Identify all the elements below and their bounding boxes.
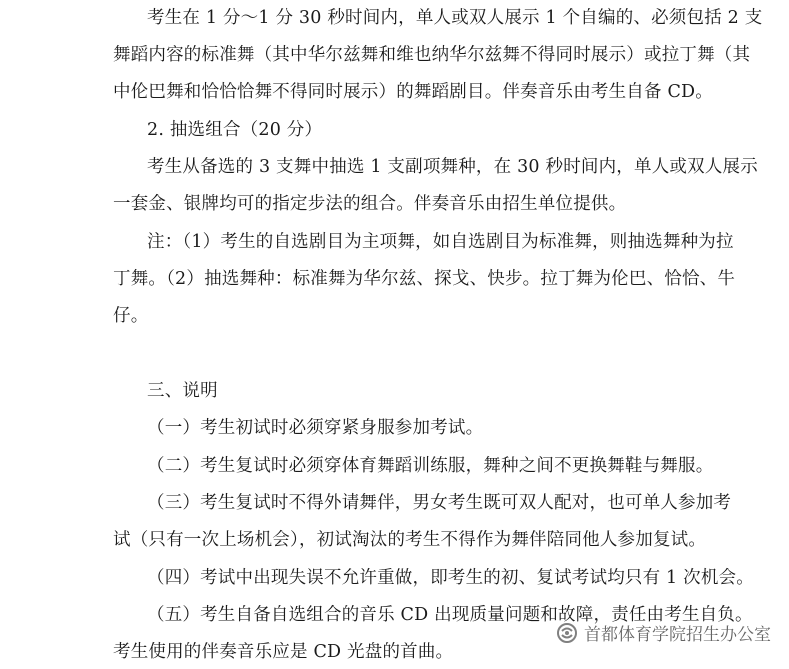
paragraph-line: 一套金、银牌均可的指定步法的组合。伴奏音乐由招生单位提供。: [113, 194, 627, 214]
watermark: [556, 620, 771, 645]
list-item: （二）考生复试时必须穿体育舞蹈训练服，舞种之间不更换舞鞋与舞服。: [147, 456, 714, 476]
paragraph-line: 考生在 1 分～1 分 30 秒时间内，单人或双人展示 1 个自编的、必须包括 2 支: [147, 8, 763, 28]
list-item: （一）考生初试时必须穿紧身服参加考试。: [147, 418, 484, 438]
paragraph-line: 考生从备选的 3 支舞中抽选 1 支副项舞种，在 30 秒时间内，单人或双人展示: [147, 157, 758, 177]
list-item: （五）考生自备自选组合的音乐 CD 出现质量问题和故障，责任由考生自负。: [147, 605, 753, 625]
list-item: （三）考生复试时不得外请舞伴，男女考生既可双人配对，也可单人参加考: [147, 493, 732, 513]
note-line: 仔。: [113, 306, 149, 326]
note-line: 丁舞。（2）抽选舞种：标准舞为华尔兹、探戈、快步。拉丁舞为伦巴、恰恰、牛: [113, 269, 736, 289]
watermark-text: 首都体育学院招生办公室: [584, 625, 771, 645]
paragraph-line: 中伦巴舞和恰恰恰舞不得同时展示）的舞蹈剧目。伴奏音乐由考生自备 CD。: [113, 82, 713, 102]
list-item: （四）考试中出现失误不允许重做，即考生的初、复试考试均只有 1 次机会。: [147, 568, 754, 588]
note-line: 注：（1）考生的自选剧目为主项舞，如自选剧目为标准舞，则抽选舞种为拉: [147, 232, 734, 252]
wechat-channel-icon: [556, 622, 578, 644]
section-heading: 三、说明: [147, 381, 218, 401]
list-item-continuation: 考生使用的伴奏音乐应是 CD 光盘的首曲。: [113, 642, 454, 662]
list-item-continuation: 试（只有一次上场机会），初试淘汰的考生不得作为舞伴陪同他人参加复试。: [113, 530, 707, 550]
paragraph-line: 舞蹈内容的标准舞（其中华尔兹舞和维也纳华尔兹舞不得同时展示）或拉丁舞（其: [113, 45, 751, 65]
subsection-heading: 2. 抽选组合（20 分）: [147, 120, 323, 140]
